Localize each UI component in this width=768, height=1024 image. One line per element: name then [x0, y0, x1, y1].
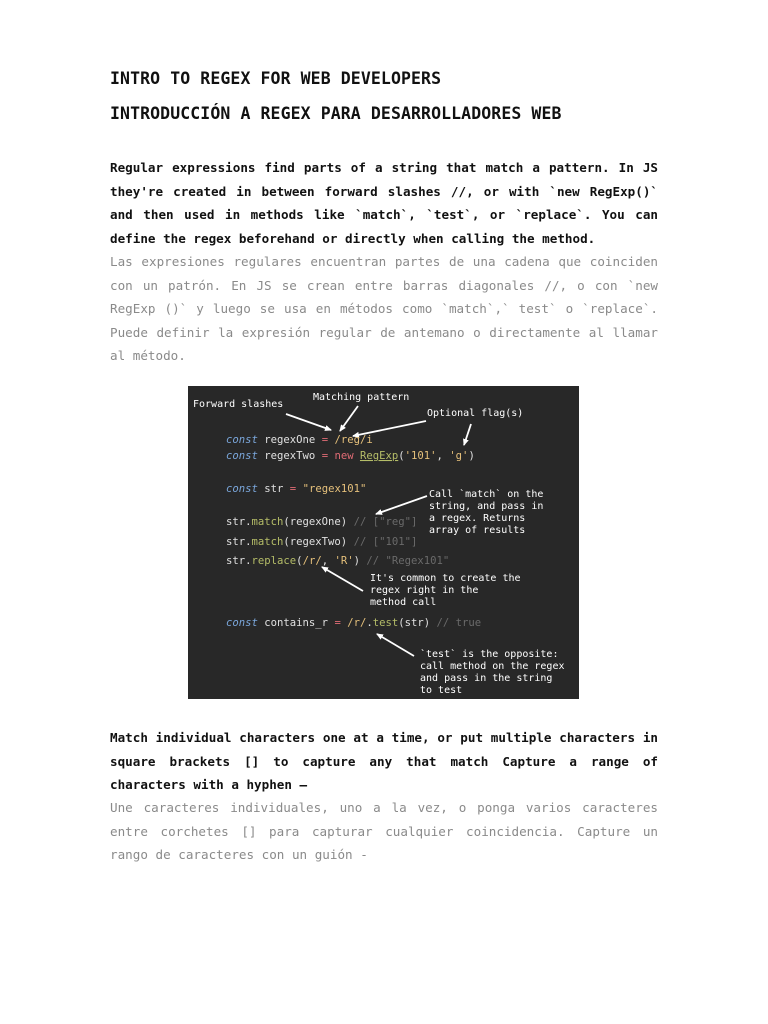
code-line-match-regexone: str.match(regexOne) // ["reg"] [226, 516, 418, 528]
regex-code-figure [188, 386, 579, 699]
annotation-optional-flags: Optional flag(s) [427, 408, 524, 419]
arrow-forward-slashes [286, 414, 331, 430]
arrow-test-opposite [377, 634, 414, 656]
code-line-match-regextwo: str.match(regexTwo) // ["101"] [226, 536, 418, 548]
code-line-contains-r: const contains_r = /r/.test(str) // true [226, 617, 482, 629]
annotation-forward-slashes: Forward slashes [193, 399, 284, 410]
title-english: INTRO TO REGEX FOR WEB DEVELOPERS [110, 69, 442, 88]
annotation-test-opposite: `test` is the opposite: call method on the regex and pass in the string to test [420, 649, 565, 696]
paragraph-2-spanish: Une caracteres individuales, uno a la vez, o ponga varios caracteres entre corchetes [] para capturar cualquier coincidencia. Capture un rango de caracteres con un guión - [110, 800, 658, 862]
code-line-regextwo: const regexTwo = new RegExp('101', 'g') [226, 450, 475, 462]
code-line-regexone: const regexOne = /reg/i [226, 434, 373, 446]
title-spanish: INTRODUCCIÓN A REGEX PARA DESARROLLADORES WEB [110, 104, 562, 123]
paragraph-1-english: Regular expressions find parts of a string that match a pattern. In JS they're created in between forward slashes //, or with `new RegExp()` and then used in methods like `match`, `test`, or `replace`. You can define the regex beforehand or directly when calling the method. [110, 160, 658, 246]
paragraph-2-english: Match individual characters one at a time, or put multiple characters in square brackets [] to capture any that match Capture a range of characters with a hyphen – [110, 730, 658, 792]
code-line-str: const str = "regex101" [226, 483, 367, 495]
arrow-matching-pattern [340, 406, 358, 431]
code-line-replace: str.replace(/r/, 'R') // "Regex101" [226, 555, 450, 567]
code-illustration [188, 386, 579, 699]
annotation-matching-pattern: Matching pattern [313, 392, 410, 403]
annotation-common-create: It's common to create the regex right in the method call [370, 573, 521, 608]
arrow-common-create [322, 567, 363, 591]
annotation-call-match: Call `match` on the string, and pass in a regex. Returns array of results [429, 489, 544, 536]
arrow-flag-regextwo [464, 424, 471, 445]
paragraph-1-spanish: Las expresiones regulares encuentran partes de una cadena que coinciden con un patrón. En JS se crean entre barras diagonales //, o con `new RegExp ()` y luego se usa en métodos como `match`,` test` o `replace`. Puede definir la expresión regular de antemano o directamente al llamar al método. [110, 254, 658, 363]
arrow-call-match [376, 496, 427, 514]
